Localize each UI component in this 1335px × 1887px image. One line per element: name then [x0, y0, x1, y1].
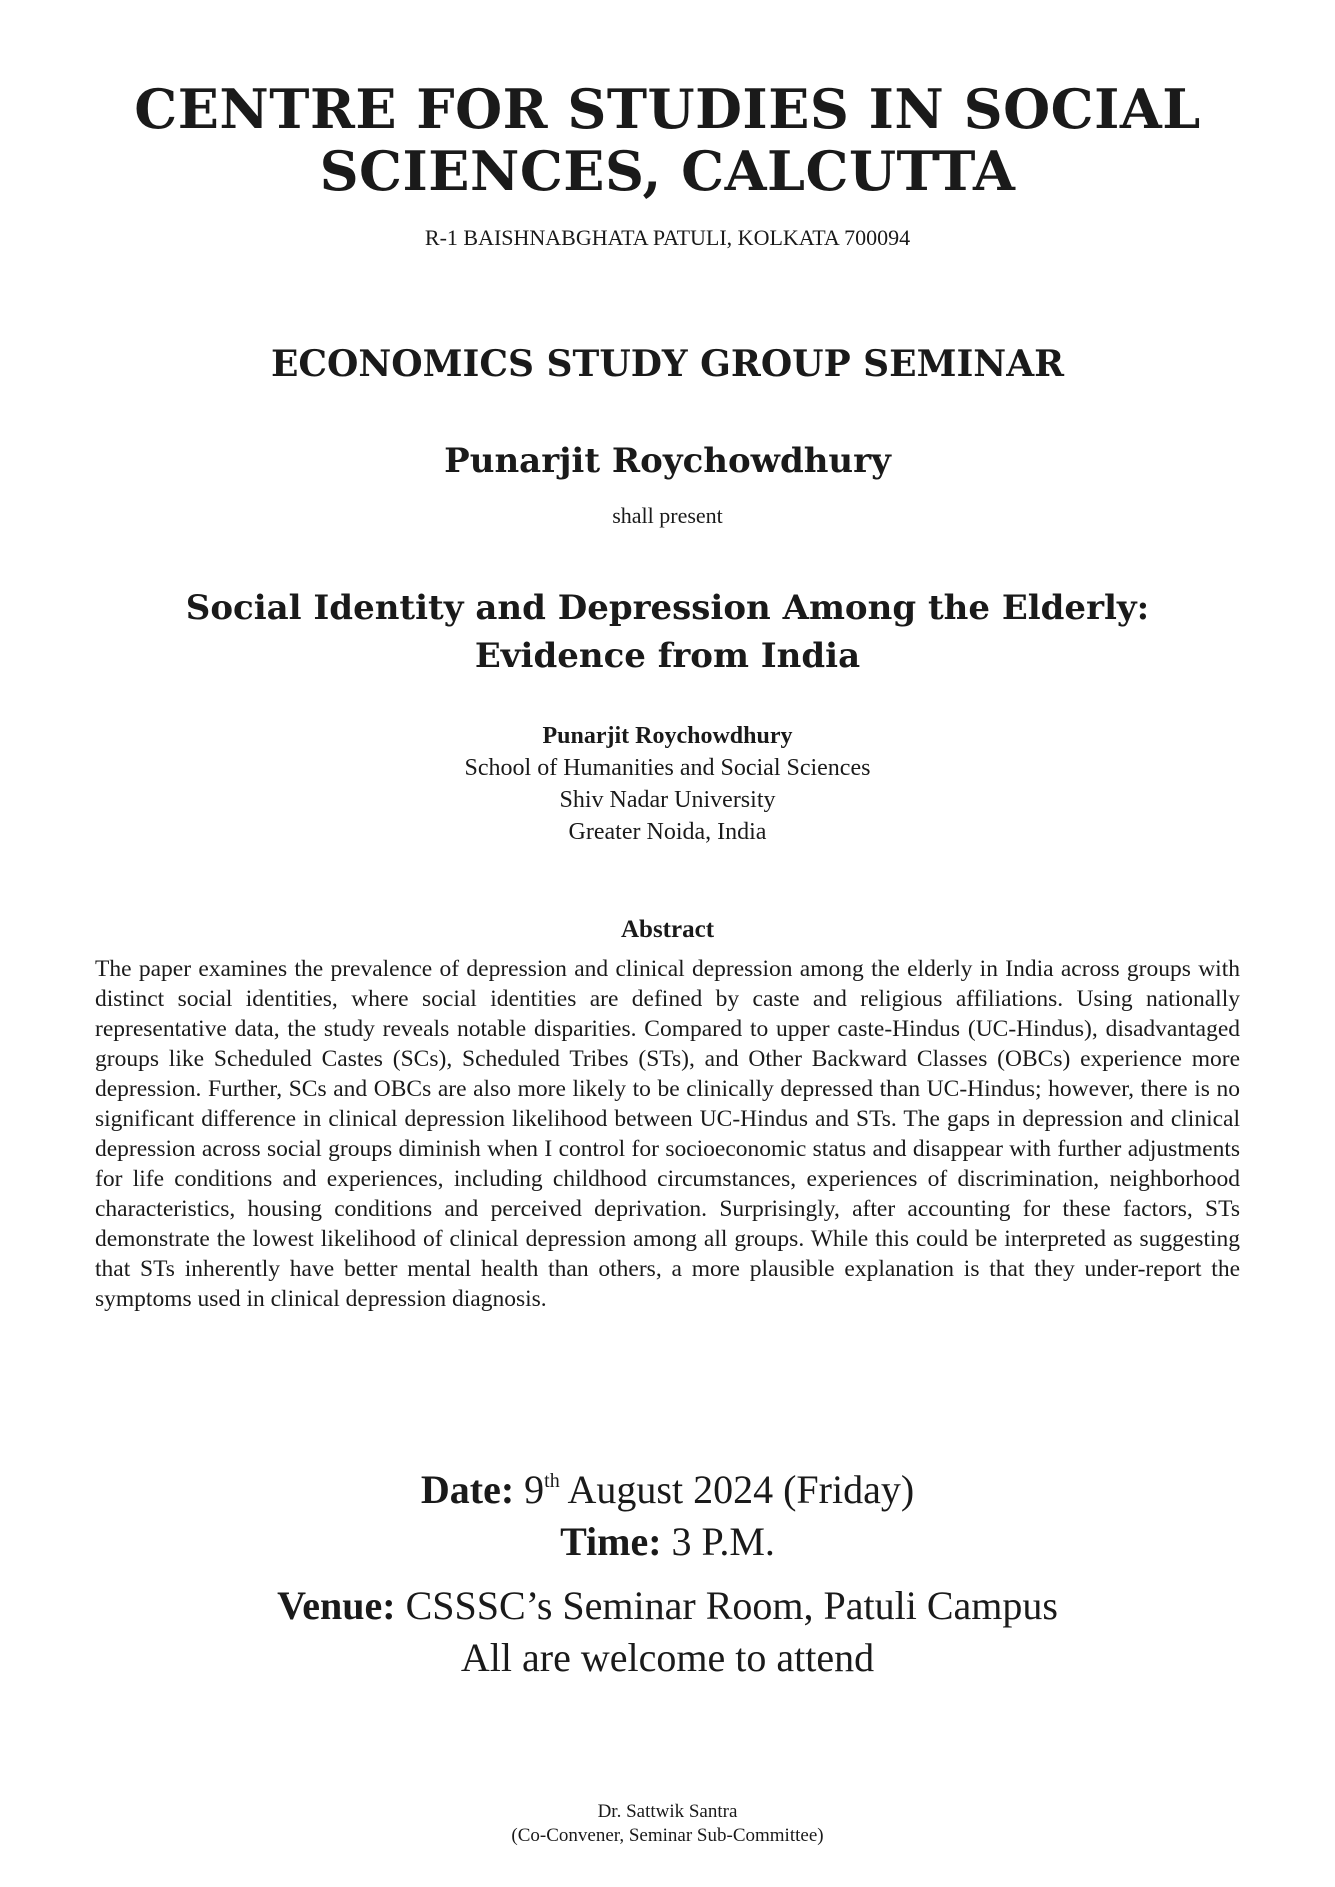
institution-name-line1: CENTRE FOR STUDIES IN SOCIAL [134, 77, 1201, 141]
event-venue [0, 1580, 1335, 1632]
signatory-role: (Co-Convener, Seminar Sub-Committee) [511, 1825, 824, 1846]
date-rest: August 2024 (Friday) [559, 1467, 915, 1512]
venue-value: CSSSC’s Seminar Room, Patuli Campus [395, 1583, 1058, 1628]
date-day: 9 [524, 1467, 545, 1512]
time-label: Time: [560, 1519, 662, 1564]
presenter-name: Punarjit Roychowdhury [444, 441, 891, 481]
venue-label: Venue: [277, 1583, 396, 1628]
shall-present-text: shall present [612, 503, 723, 528]
author-location: Greater Noida, India [568, 819, 767, 845]
talk-title-line1: Social Identity and Depression Among the Elderly: [185, 588, 1150, 628]
institution-name [0, 78, 1335, 202]
seminar-series-title: ECONOMICS STUDY GROUP SEMINAR [270, 343, 1065, 385]
signatory-name: Dr. Sattwik Santra [597, 1801, 738, 1822]
institution-address: R-1 BAISHNABGHATA PATULI, KOLKATA 700094 [424, 225, 911, 250]
event-details [0, 1464, 1335, 1684]
author-department: School of Humanities and Social Sciences [464, 755, 871, 781]
date-suffix: th [544, 1470, 560, 1492]
event-date [0, 1464, 1335, 1516]
author-university: Shiv Nadar University [559, 787, 776, 813]
author-name: Punarjit Roychowdhury [542, 723, 793, 749]
abstract-text: The paper examines the prevalence of depression and clinical depression among the elderly in India across groups with distinct social identities, where social identities are defined by caste and religious affiliations. Using nationally representative data, the study reveals notable disparities. Compared to upper caste-Hindus (UC-Hindus), disadvantaged groups like Scheduled Castes (SCs), Scheduled Tribes (STs), and Other Backward Classes (OBCs) experience more depression. Further, SCs and OBCs are also more likely to be clinically depressed than UC-Hindus; however, there is no significant difference in clinical depression likelihood between UC-Hindus and STs. The gaps in depression and clinical depression across social groups diminish when I control for socioeconomic status and disappear with further adjustments for life conditions and experiences, including childhood circumstances, experiences of discrimination, neighborhood characteristics, housing conditions and perceived deprivation. Surprisingly, after accounting for these factors, STs demonstrate the lowest likelihood of clinical depression among all groups. While this could be interpreted as suggesting that STs inherently have better mental health than others, a more plausible explanation is that they under-report the symptoms used in clinical depression diagnosis. [95, 956, 1240, 1312]
talk-title [0, 584, 1335, 680]
abstract-heading: Abstract [620, 916, 715, 943]
author-affiliation [0, 720, 1335, 848]
signatory [0, 1800, 1335, 1848]
date-label: Date: [420, 1467, 515, 1512]
event-time [0, 1516, 1335, 1568]
institution-name-line2: SCIENCES, CALCUTTA [319, 139, 1016, 203]
talk-title-line2: Evidence from India [474, 636, 861, 676]
time-value: 3 P.M. [661, 1519, 775, 1564]
welcome-text: All are welcome to attend [460, 1635, 875, 1680]
